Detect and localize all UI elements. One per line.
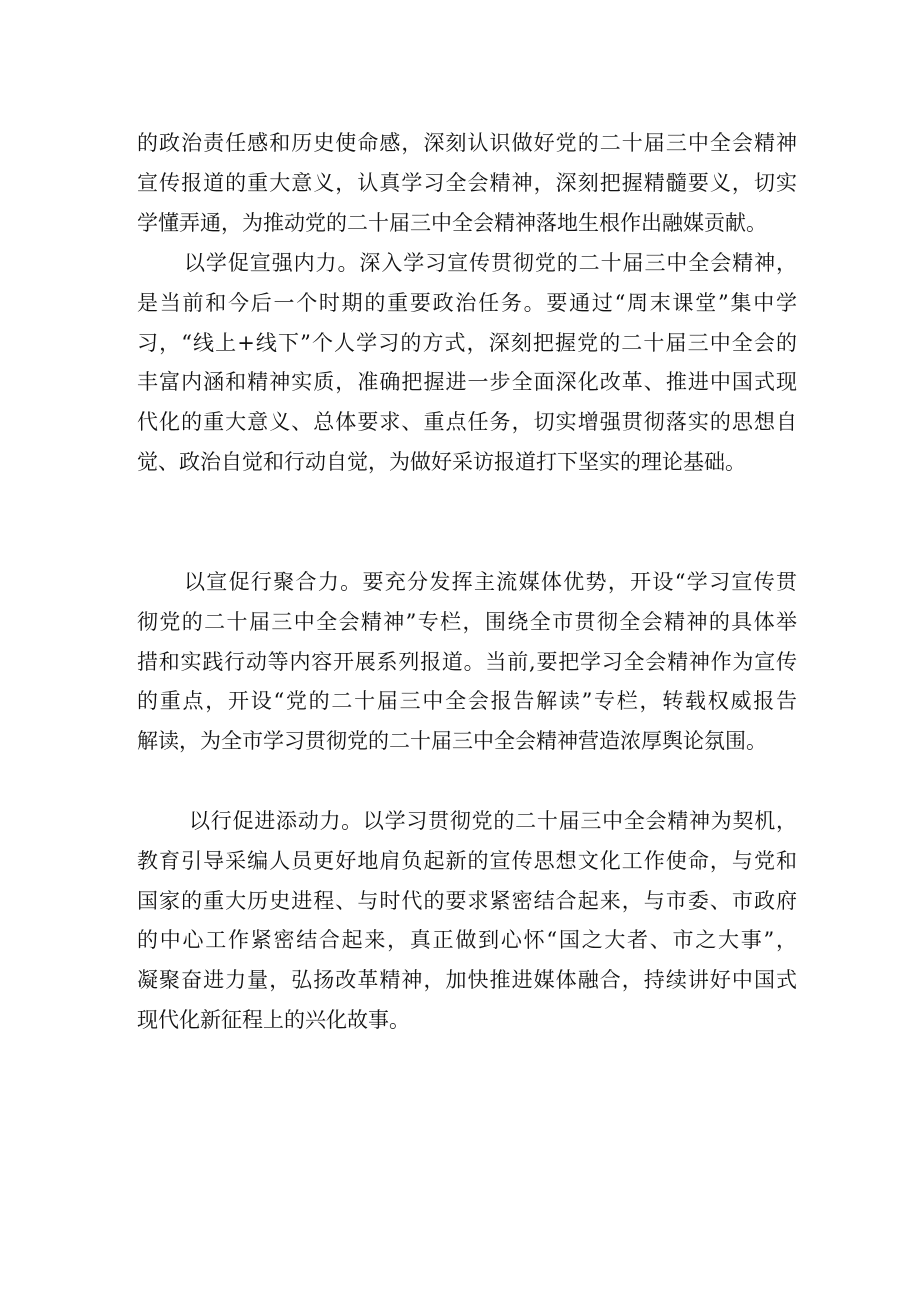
text-line: 以宣促行聚合力。要充分发挥主流媒体优势，开设“学习宣传贯 <box>184 570 797 594</box>
text-line: 代化的重大意义、总体要求、重点任务，切实增强贯彻落实的思想自 <box>137 410 797 435</box>
text-line: 彻党的二十届三中全会精神”专栏，围绕全市贯彻全会精神的具体举 <box>137 609 797 634</box>
paragraph-promote-action <box>137 563 797 762</box>
text-line: 学懂弄通，为推动党的二十届三中全会精神落地生根作出融媒贡献。 <box>137 210 767 235</box>
paragraph-continuation <box>137 124 797 243</box>
text-line: 觉、政治自觉和行动自觉，为做好采访报道打下坚实的理论基础。 <box>137 449 746 474</box>
text-line: 现代化新征程上的兴化故事。 <box>137 1007 410 1032</box>
text-line: 教育引导采编人员更好地肩负起新的宣传思想文化工作使命，与党和 <box>137 848 797 873</box>
paragraph-study-promote <box>137 244 797 483</box>
text-line: 解读，为全市学习贯彻党的二十届三中全会精神营造浓厚舆论氛围。 <box>137 729 767 754</box>
text-line: 以行促进添动力。以学习贯彻党的二十届三中全会精神为契机， <box>189 809 797 833</box>
paragraph-action-momentum <box>137 802 797 1041</box>
text-line: 的政治责任感和历史使命感，深刻认识做好党的二十届三中全会精神 <box>137 131 797 155</box>
text-line: 宣传报道的重大意义，认真学习全会精神，深刻把握精髓要义，切实 <box>137 170 797 195</box>
text-line: 以学促宣强内力。深入学习宣传贯彻党的二十届三中全会精神， <box>184 251 797 275</box>
text-line: 的中心工作紧密结合起来，真正做到心怀“国之大者、市之大事”， <box>137 928 797 953</box>
text-line: 习，“线上+线下”个人学习的方式，深刻把握党的二十届三中全会的 <box>137 330 797 355</box>
text-line: 措和实践行动等内容开展系列报道。当前,要把学习全会精神作为宣传 <box>137 649 797 674</box>
text-line: 凝聚奋进力量，弘扬改革精神，加快推进媒体融合，持续讲好中国式 <box>137 968 797 993</box>
text-line: 是当前和今后一个时期的重要政治任务。要通过“周末课堂”集中学 <box>137 290 797 315</box>
text-line: 的重点，开设“党的二十届三中全会报告解读”专栏，转载权威报告 <box>137 689 797 714</box>
text-line: 国家的重大历史进程、与时代的要求紧密结合起来，与市委、市政府 <box>137 888 797 913</box>
text-line: 丰富内涵和精神实质，准确把握进一步全面深化改革、推进中国式现 <box>137 370 797 395</box>
